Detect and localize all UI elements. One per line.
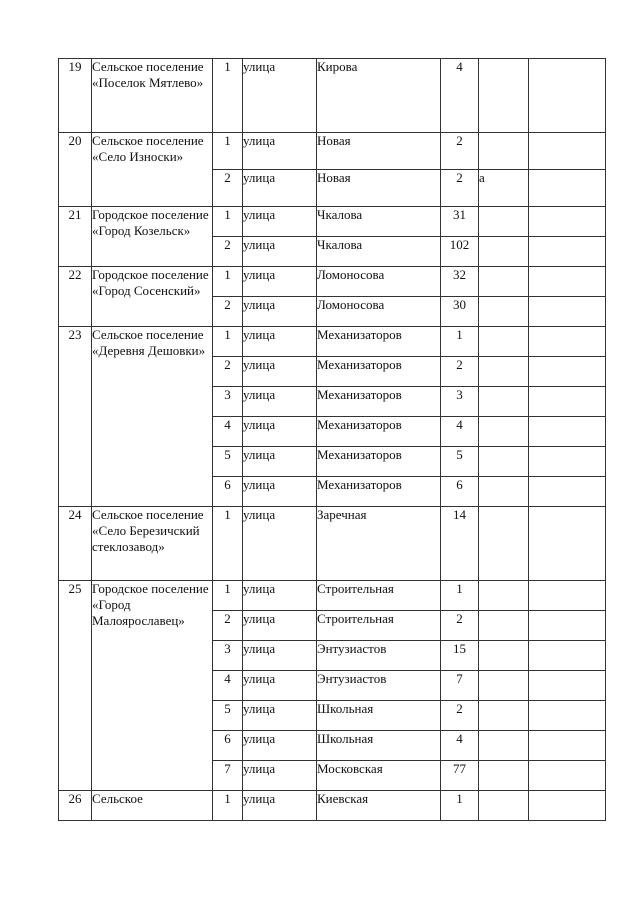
house-letter xyxy=(479,387,529,417)
row-number: 26 xyxy=(59,791,92,821)
row-number: 21 xyxy=(59,207,92,267)
sub-number: 7 xyxy=(213,761,243,791)
street-name: Механизаторов xyxy=(317,357,441,387)
settlement-name: Сельское xyxy=(92,791,213,821)
address-table xyxy=(58,58,606,821)
street-name: Чкалова xyxy=(317,237,441,267)
sub-number: 6 xyxy=(213,477,243,507)
house-number: 7 xyxy=(441,671,479,701)
empty-cell xyxy=(529,59,606,133)
street-name: Строительная xyxy=(317,581,441,611)
street-type: улица xyxy=(243,327,317,357)
house-number: 2 xyxy=(441,611,479,641)
house-number: 1 xyxy=(441,327,479,357)
house-letter xyxy=(479,59,529,133)
row-number: 25 xyxy=(59,581,92,791)
street-type: улица xyxy=(243,207,317,237)
street-name: Заречная xyxy=(317,507,441,581)
empty-cell xyxy=(529,477,606,507)
street-type: улица xyxy=(243,701,317,731)
sub-number: 1 xyxy=(213,581,243,611)
sub-number: 1 xyxy=(213,133,243,170)
empty-cell xyxy=(529,133,606,170)
street-type: улица xyxy=(243,507,317,581)
sub-number: 1 xyxy=(213,507,243,581)
street-name: Московская xyxy=(317,761,441,791)
street-name: Ломоносова xyxy=(317,267,441,297)
sub-number: 2 xyxy=(213,611,243,641)
sub-number: 1 xyxy=(213,207,243,237)
street-type: улица xyxy=(243,731,317,761)
house-number: 14 xyxy=(441,507,479,581)
street-type: улица xyxy=(243,170,317,207)
sub-number: 2 xyxy=(213,357,243,387)
house-letter xyxy=(479,701,529,731)
house-number: 3 xyxy=(441,387,479,417)
house-number: 5 xyxy=(441,447,479,477)
house-number: 2 xyxy=(441,133,479,170)
settlement-name: Сельское поселение «Село Износки» xyxy=(92,133,213,207)
house-letter xyxy=(479,731,529,761)
empty-cell xyxy=(529,297,606,327)
settlement-name: Городское поселение «Город Козельск» xyxy=(92,207,213,267)
empty-cell xyxy=(529,671,606,701)
house-letter xyxy=(479,641,529,671)
street-type: улица xyxy=(243,581,317,611)
table-row xyxy=(59,327,606,357)
house-number: 1 xyxy=(441,581,479,611)
empty-cell xyxy=(529,611,606,641)
empty-cell xyxy=(529,507,606,581)
house-number: 2 xyxy=(441,357,479,387)
street-type: улица xyxy=(243,791,317,821)
street-name: Энтузиастов xyxy=(317,671,441,701)
empty-cell xyxy=(529,357,606,387)
street-type: улица xyxy=(243,477,317,507)
empty-cell xyxy=(529,641,606,671)
street-name: Школьная xyxy=(317,701,441,731)
empty-cell xyxy=(529,267,606,297)
sub-number: 1 xyxy=(213,327,243,357)
house-number: 4 xyxy=(441,731,479,761)
empty-cell xyxy=(529,170,606,207)
empty-cell xyxy=(529,207,606,237)
row-number: 23 xyxy=(59,327,92,507)
settlement-name: Сельское поселение «Деревня Дешовки» xyxy=(92,327,213,507)
table-row xyxy=(59,507,606,581)
sub-number: 4 xyxy=(213,417,243,447)
house-letter xyxy=(479,357,529,387)
house-number: 4 xyxy=(441,417,479,447)
street-name: Чкалова xyxy=(317,207,441,237)
street-type: улица xyxy=(243,267,317,297)
address-table-body xyxy=(59,59,606,821)
empty-cell xyxy=(529,701,606,731)
street-type: улица xyxy=(243,297,317,327)
sub-number: 4 xyxy=(213,671,243,701)
street-name: Механизаторов xyxy=(317,327,441,357)
house-number: 6 xyxy=(441,477,479,507)
house-letter xyxy=(479,267,529,297)
table-row xyxy=(59,59,606,133)
sub-number: 2 xyxy=(213,237,243,267)
street-name: Механизаторов xyxy=(317,447,441,477)
empty-cell xyxy=(529,731,606,761)
house-letter: а xyxy=(479,170,529,207)
empty-cell xyxy=(529,581,606,611)
sub-number: 1 xyxy=(213,791,243,821)
sub-number: 6 xyxy=(213,731,243,761)
street-name: Строительная xyxy=(317,611,441,641)
house-number: 32 xyxy=(441,267,479,297)
sub-number: 1 xyxy=(213,267,243,297)
empty-cell xyxy=(529,447,606,477)
street-type: улица xyxy=(243,611,317,641)
street-name: Энтузиастов xyxy=(317,641,441,671)
street-name: Киевская xyxy=(317,791,441,821)
house-number: 30 xyxy=(441,297,479,327)
street-type: улица xyxy=(243,447,317,477)
row-number: 19 xyxy=(59,59,92,133)
house-number: 15 xyxy=(441,641,479,671)
house-letter xyxy=(479,581,529,611)
street-type: улица xyxy=(243,417,317,447)
empty-cell xyxy=(529,387,606,417)
street-type: улица xyxy=(243,761,317,791)
street-type: улица xyxy=(243,641,317,671)
house-number: 77 xyxy=(441,761,479,791)
street-name: Новая xyxy=(317,133,441,170)
house-number: 31 xyxy=(441,207,479,237)
house-letter xyxy=(479,791,529,821)
street-type: улица xyxy=(243,387,317,417)
house-number: 4 xyxy=(441,59,479,133)
street-name: Ломоносова xyxy=(317,297,441,327)
street-type: улица xyxy=(243,671,317,701)
house-letter xyxy=(479,447,529,477)
house-number: 102 xyxy=(441,237,479,267)
street-type: улица xyxy=(243,237,317,267)
settlement-name: Сельское поселение «Село Березичский стеклозавод» xyxy=(92,507,213,581)
settlement-name: Сельское поселение «Поселок Мятлево» xyxy=(92,59,213,133)
sub-number: 3 xyxy=(213,641,243,671)
house-letter xyxy=(479,417,529,447)
street-type: улица xyxy=(243,59,317,133)
house-letter xyxy=(479,133,529,170)
table-row xyxy=(59,207,606,237)
street-type: улица xyxy=(243,133,317,170)
table-row xyxy=(59,133,606,170)
sub-number: 1 xyxy=(213,59,243,133)
house-letter xyxy=(479,207,529,237)
house-letter xyxy=(479,761,529,791)
sub-number: 2 xyxy=(213,170,243,207)
house-number: 2 xyxy=(441,170,479,207)
house-letter xyxy=(479,611,529,641)
settlement-name: Городское поселение «Город Сосенский» xyxy=(92,267,213,327)
table-row xyxy=(59,581,606,611)
street-name: Механизаторов xyxy=(317,387,441,417)
street-name: Механизаторов xyxy=(317,417,441,447)
settlement-name: Городское поселение «Город Малоярославец» xyxy=(92,581,213,791)
street-name: Механизаторов xyxy=(317,477,441,507)
house-letter xyxy=(479,297,529,327)
house-letter xyxy=(479,327,529,357)
sub-number: 5 xyxy=(213,447,243,477)
sub-number: 2 xyxy=(213,297,243,327)
house-letter xyxy=(479,477,529,507)
row-number: 24 xyxy=(59,507,92,581)
house-number: 1 xyxy=(441,791,479,821)
street-type: улица xyxy=(243,357,317,387)
house-number: 2 xyxy=(441,701,479,731)
empty-cell xyxy=(529,417,606,447)
street-name: Новая xyxy=(317,170,441,207)
sub-number: 5 xyxy=(213,701,243,731)
street-name: Школьная xyxy=(317,731,441,761)
table-row xyxy=(59,791,606,821)
house-letter xyxy=(479,671,529,701)
empty-cell xyxy=(529,791,606,821)
sub-number: 3 xyxy=(213,387,243,417)
row-number: 22 xyxy=(59,267,92,327)
street-name: Кирова xyxy=(317,59,441,133)
row-number: 20 xyxy=(59,133,92,207)
house-letter xyxy=(479,237,529,267)
house-letter xyxy=(479,507,529,581)
empty-cell xyxy=(529,237,606,267)
table-row xyxy=(59,267,606,297)
empty-cell xyxy=(529,327,606,357)
empty-cell xyxy=(529,761,606,791)
